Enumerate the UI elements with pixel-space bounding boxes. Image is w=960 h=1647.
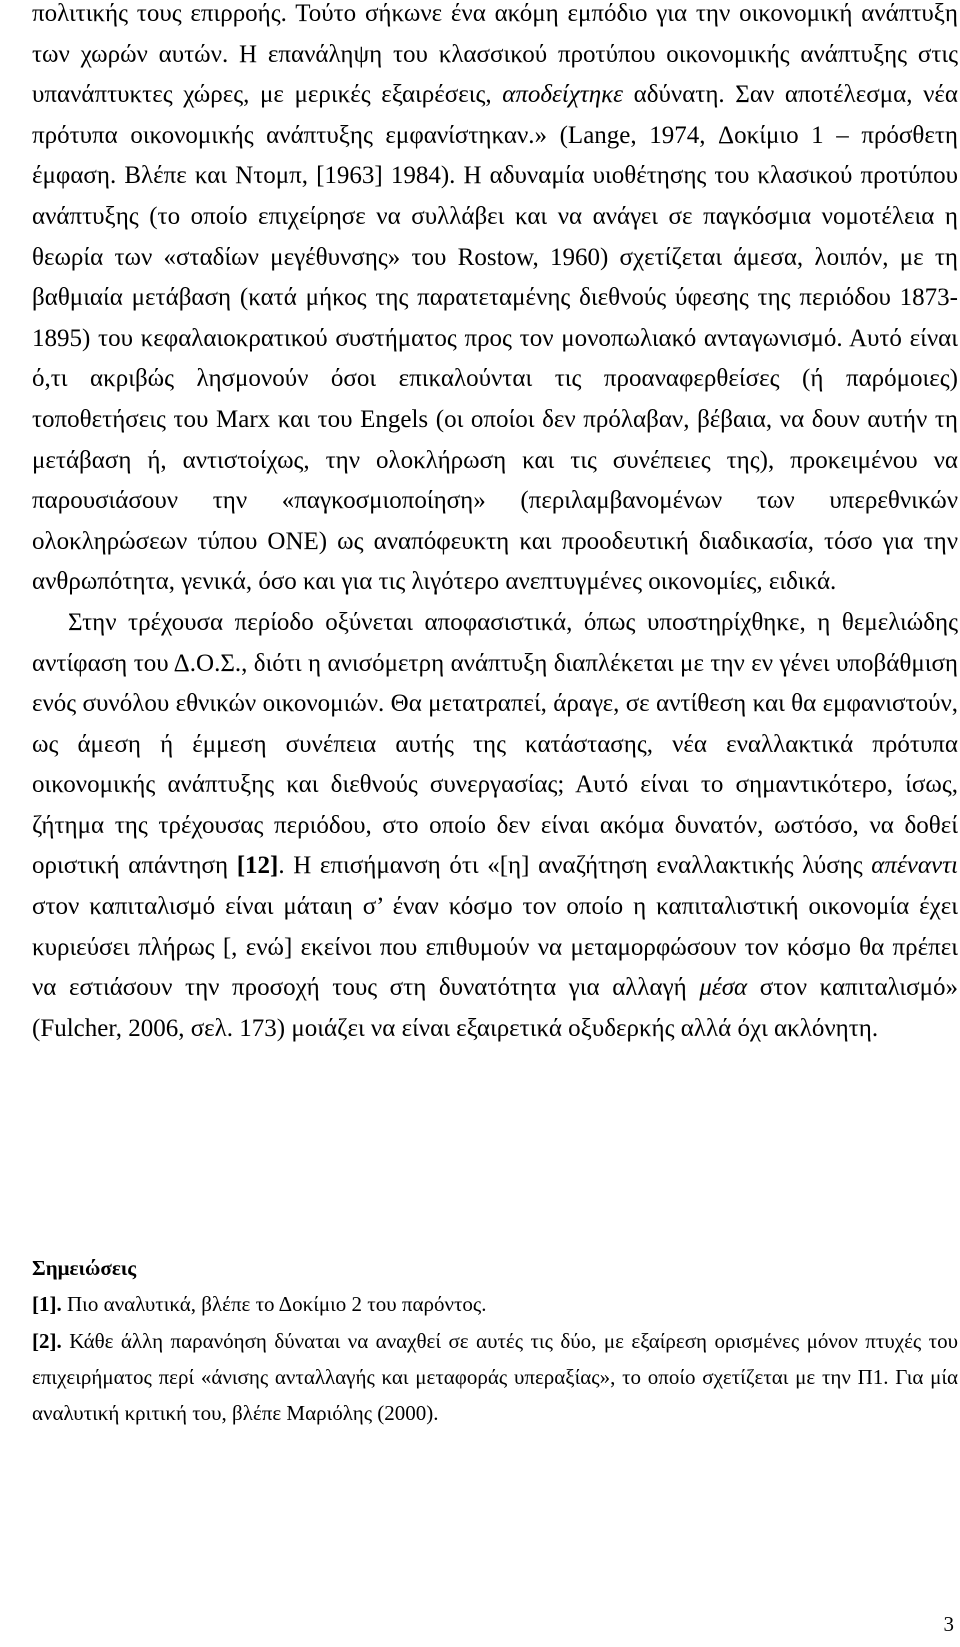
page-number: 3	[943, 1612, 954, 1636]
paragraph-2-italic-word-1: απέναντι	[871, 852, 959, 880]
note-1-ref[interactable]: [1].	[32, 1292, 62, 1317]
paragraph-2	[32, 603, 958, 1050]
note-1-text: Πιο αναλυτικά, βλέπε το Δοκίμιο 2 του παρόντος.	[61, 1292, 487, 1317]
paragraph-2-part-4: στον καπιταλισμό» (Fulcher, 2006, σελ. 173) μοιάζει να είναι εξαιρετικά οξυδερκής αλλά όχι ακλόνητη.	[32, 974, 959, 1042]
note-2-text: Κάθε άλλη παρανόηση δύναται να αναχθεί σε αυτές τις δύο, με εξαίρεση ορισμένες μόνον πτυχές του επιχειρήματος περί «άνισης ανταλλαγής και μεταφοράς υπεραξίας», το οποίο σχετίζεται με την Π1. Για μία αναλυτική κριτική του, βλέπε Μαριόλης (2000).	[32, 1328, 958, 1426]
note-2	[32, 1323, 958, 1432]
paragraph-2-italic-word-2: μέσα	[699, 974, 748, 1002]
paragraph-1	[32, 0, 958, 603]
main-text	[32, 0, 958, 1049]
paragraph-1-part-2: αδύνατη. Σαν αποτέλεσμα, νέα πρότυπα οικονομικής ανάπτυξης εμφανίστηκαν.» (Lange, 1974, Δοκίμιο 1 – πρόσθετη έμφαση. Βλέπε και Ντομπ, [1963] 1984). Η αδυναμία υιοθέτησης του κλασικού προτύπου ανάπτυξης (το οποίο επιχείρησε να συλλάβει και να ανάγει σε παγκόσμια νομοτέλεια η θεωρία των «σταδίων μεγέθυνσης» του Rostow, 1960) σχετίζεται άμεσα, λοιπόν, με τη βαθμιαία μετάβαση (κατά μήκος της παρατεταμένης διεθνούς ύφεσης της περιόδου 1873-1895) του κεφαλαιοκρατικού συστήματος προς τον μονοπωλιακό ανταγωνισμό. Αυτό είναι ό,τι ακριβώς λησμονούν όσοι επικαλούνται τις προαναφερθείσες (ή παρόμοιες) τοποθετήσεις του Marx και του Engels (οι οποίοι δεν πρόλαβαν, βέβαια, να δουν αυτήν τη μετάβαση ή, αντιστοίχως, την ολοκλήρωση και τις συνέπειες της), προκειμένου να παρουσιάσουν την «παγκοσμιοποίηση» (περιλαμβανομένων των υπερεθνικών ολοκληρώσεων τύπου ΟΝΕ) ως αναπόφευκτη και προοδευτική διαδικασία, τόσο για την ανθρωπότητα, γενικά, όσο και για τις λιγότερο ανεπτυγμένες οικονομίες, ειδικά.	[32, 81, 959, 596]
footnote-ref-12[interactable]: [12]	[236, 852, 279, 880]
notes-section	[32, 1250, 958, 1431]
paragraph-2-part-2: . Η επισήμανση ότι «[η] αναζήτηση εναλλακτικής λύσης	[278, 852, 863, 880]
note-1	[32, 1286, 958, 1322]
paragraph-2-part-3: στον καπιταλισμό είναι μάταιη σ’ έναν κόσμο τον οποίο η καπιταλιστική οικονομία έχει κυριεύσει πλήρως [, ενώ] εκείνοι που επιθυμούν να μεταμορφώσουν τον κόσμο θα πρέπει να εστιάσουν την προσοχή τους στη δυνατότητα για αλλαγή	[32, 893, 958, 1002]
paragraph-2-part-1: Στην τρέχουσα περίοδο οξύνεται αποφασιστικά, όπως υποστηρίχθηκε, η θεμελιώδης αντίφαση του Δ.Ο.Σ., διότι η ανισόμετρη ανάπτυξη διαπλέκεται με την εν γένει υποβάθμιση ενός συνόλου εθνικών οικονομιών. Θα μετατραπεί, άραγε, σε αντίθεση και θα εμφανιστούν, ως άμεση ή έμμεση συνέπεια αυτής της κατάστασης, νέα εναλλακτικά πρότυπα οικονομικής ανάπτυξης και διεθνούς συνεργασίας; Αυτό είναι το σημαντικότερο, ίσως, ζήτημα της τρέχουσας περιόδου, στο οποίο δεν είναι ακόμα δυνατόν, ωστόσο, να δοθεί οριστική απάντηση	[32, 608, 958, 880]
paragraph-1-italic-word: αποδείχτηκε	[502, 81, 623, 109]
note-2-ref[interactable]: [2].	[32, 1328, 62, 1353]
paragraph-1-part-1: πολιτικής τους επιρροής. Τούτο σήκωνε ένα ακόμη εμπόδιο για την οικονομική ανάπτυξη των χωρών αυτών. Η επανάληψη του κλασσικού προτύπου οικονομικής ανάπτυξης στις υπανάπτυκτες χώρες, με μερικές εξαιρέσεις,	[32, 0, 958, 109]
notes-heading: Σημειώσεις	[32, 1256, 137, 1280]
